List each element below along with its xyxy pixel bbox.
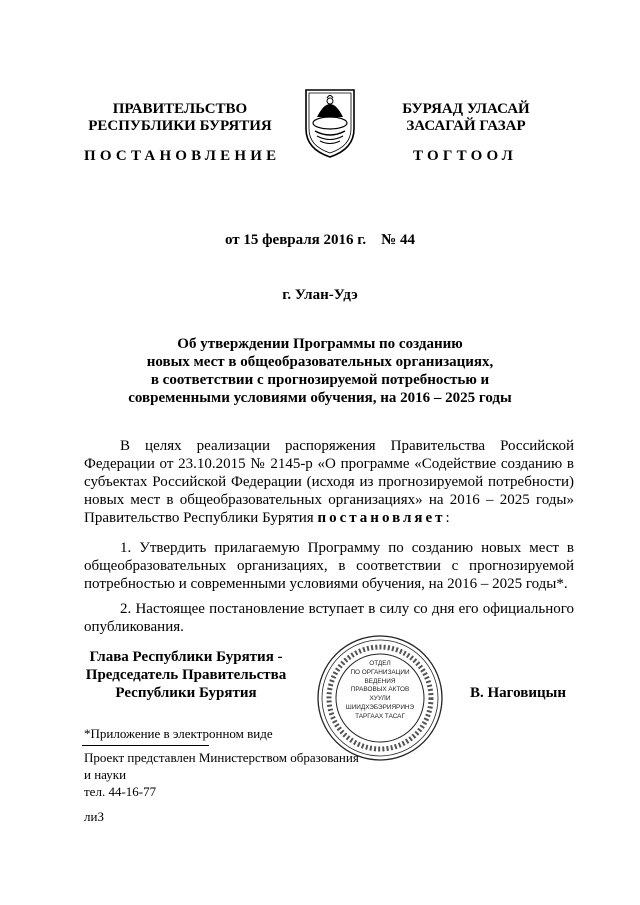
item-2: 2. Настоящее постановление вступает в силу со дня его официального опубликования. [84, 601, 574, 635]
coat-of-arms-icon [303, 87, 357, 160]
header-right [376, 101, 556, 135]
date-number-line: от 15 февраля 2016 г. № 44 [224, 232, 415, 248]
preamble-text: В целях реализации распоряжения Правительства Российской Федерации от 23.10.2015 № 2145-р «О программе «Содействие созданию в субъектах Российской Федерации (исходя из прогнозируемой потребности) новых мест в общеобразовательных организациях» на 2016 – 2025 годы» Правительство Республики Бурятия [84, 438, 574, 526]
footer-line: Проект представлен Министерством образования [84, 750, 359, 765]
city: г. Улан-Удэ [282, 287, 358, 303]
footnote: *Приложение в электронном виде [84, 726, 273, 741]
preamble-colon: : [445, 510, 450, 526]
title-line: современными условиями обучения, на 2016 – 2025 годы [128, 390, 512, 406]
government-name-bua-line1: БУРЯАД УЛАСАЙ [402, 101, 530, 117]
government-name-line2: РЕСПУБЛИКИ БУРЯТИЯ [88, 118, 272, 134]
footer-phone: тел. 44-16-77 [84, 784, 157, 799]
title-line: Об утверждении Программы по созданию [177, 336, 463, 352]
header-left [80, 101, 280, 135]
footer-info [84, 749, 384, 800]
item-1: 1. Утвердить прилагаемую Программу по созданию новых мест в общеобразовательных организациях, в соответствии с прогнозируемой потребностью и современными условиями обучения, на 2016 – 2025 годы*. [84, 540, 574, 592]
government-name-line1: ПРАВИТЕЛЬСТВО [112, 101, 248, 117]
document-title [100, 335, 540, 407]
official-seal-icon [316, 634, 444, 762]
doc-type-ru: ПОСТАНОВЛЕНИЕ [84, 148, 281, 164]
seal-text: ОТДЕЛ ПО ОРГАНИЗАЦИИ ВЕДЕНИЯ ПРАВОВЫХ АКТОВ ХУУЛИ ШИИДХЭБЭРИЯРИНЭ ТАРГААХ ТАСАГ [345, 660, 415, 720]
signatory-name: В. Наговицын [470, 685, 566, 701]
doc-type-bua: ТОГТООЛ [413, 148, 517, 164]
preamble-paragraph [84, 437, 574, 527]
signatory-position: Глава Республики Бурятия - Председатель Правительства Республики Бурятия [85, 649, 287, 701]
title-line: в соответствии с прогнозируемой потребностью и [150, 372, 490, 388]
footer-divider [82, 745, 209, 746]
government-name-bua-line2: ЗАСАГАЙ ГАЗАР [406, 118, 526, 134]
footer-line: и науки [84, 767, 127, 782]
title-line: новых мест в общеобразовательных организациях, [146, 354, 494, 370]
footer-code: лиЗ [84, 809, 104, 824]
resolves-word: постановляет [317, 510, 446, 526]
